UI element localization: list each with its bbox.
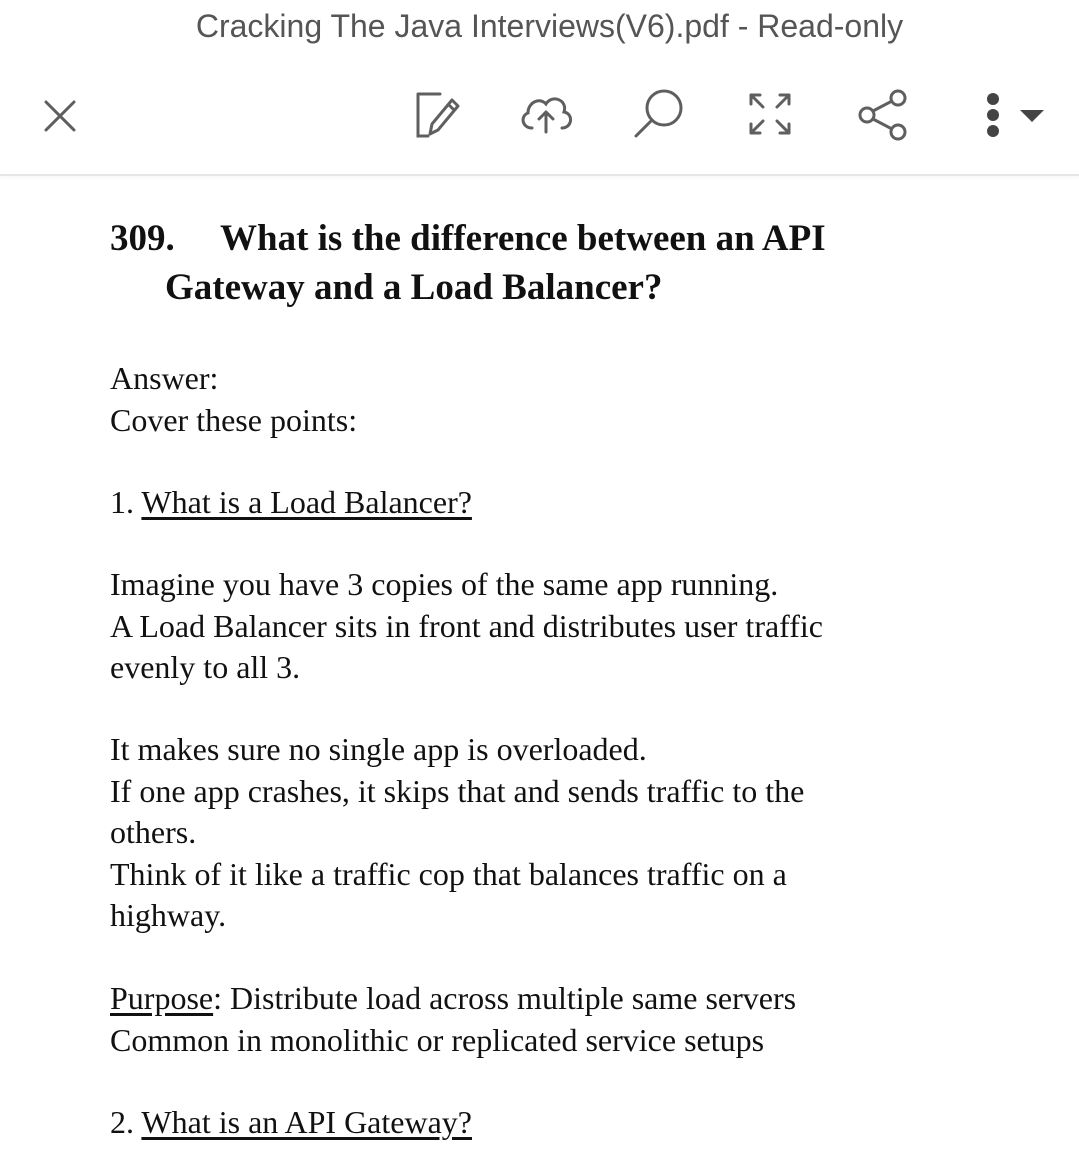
question-heading [110,214,990,312]
paragraph-load-balancer-details [110,729,1010,937]
question-number: 309. [110,218,175,259]
share-icon[interactable] [856,88,910,142]
edit-document-icon[interactable] [410,86,466,142]
point-1-number: 1. [110,484,134,520]
point-2-title: What is an API Gateway? [141,1104,472,1140]
text-line: Imagine you have 3 copies of the same app running. [110,566,779,602]
question-title-line2: Gateway and a Load Balancer? [165,267,663,308]
more-options-icon[interactable] [978,92,1008,140]
fullscreen-icon[interactable] [746,90,794,138]
text-line: others. [110,814,197,850]
cloud-upload-icon[interactable] [516,88,576,138]
title-bar [0,0,1079,58]
toolbar [0,58,1079,176]
search-icon[interactable] [630,84,690,144]
point-1-title: What is a Load Balancer? [141,484,472,520]
point-2-number: 2. [110,1104,134,1140]
window-title: Cracking The Java Interviews(V6).pdf - Read-only [195,8,904,44]
answer-intro [110,358,1010,441]
purpose-label: Purpose [110,980,214,1016]
paragraph-purpose [110,978,1010,1061]
question-title-line1: What is the difference between an API [220,218,826,259]
point-2-heading [110,1102,1010,1144]
text-line: A Load Balancer sits in front and distributes user traffic [110,607,823,644]
point-1-heading [110,482,1010,524]
cover-points-text: Cover these points: [110,401,358,438]
answer-label: Answer: [110,360,219,396]
pdf-page [0,178,1079,1170]
text-line: If one app crashes, it skips that and sends traffic to the [110,772,805,809]
common-setups-text: Common in monolithic or replicated service setups [110,1021,765,1058]
paragraph-load-balancer-intro [110,564,1010,689]
text-line: evenly to all 3. [110,649,301,685]
close-icon[interactable] [38,94,82,138]
text-line: highway. [110,897,227,933]
text-line: It makes sure no single app is overloaded. [110,731,647,767]
purpose-text: : Distribute load across multiple same servers [213,980,797,1016]
dropdown-arrow-icon[interactable] [1018,108,1046,124]
text-line: Think of it like a traffic cop that balances traffic on a [110,855,787,892]
